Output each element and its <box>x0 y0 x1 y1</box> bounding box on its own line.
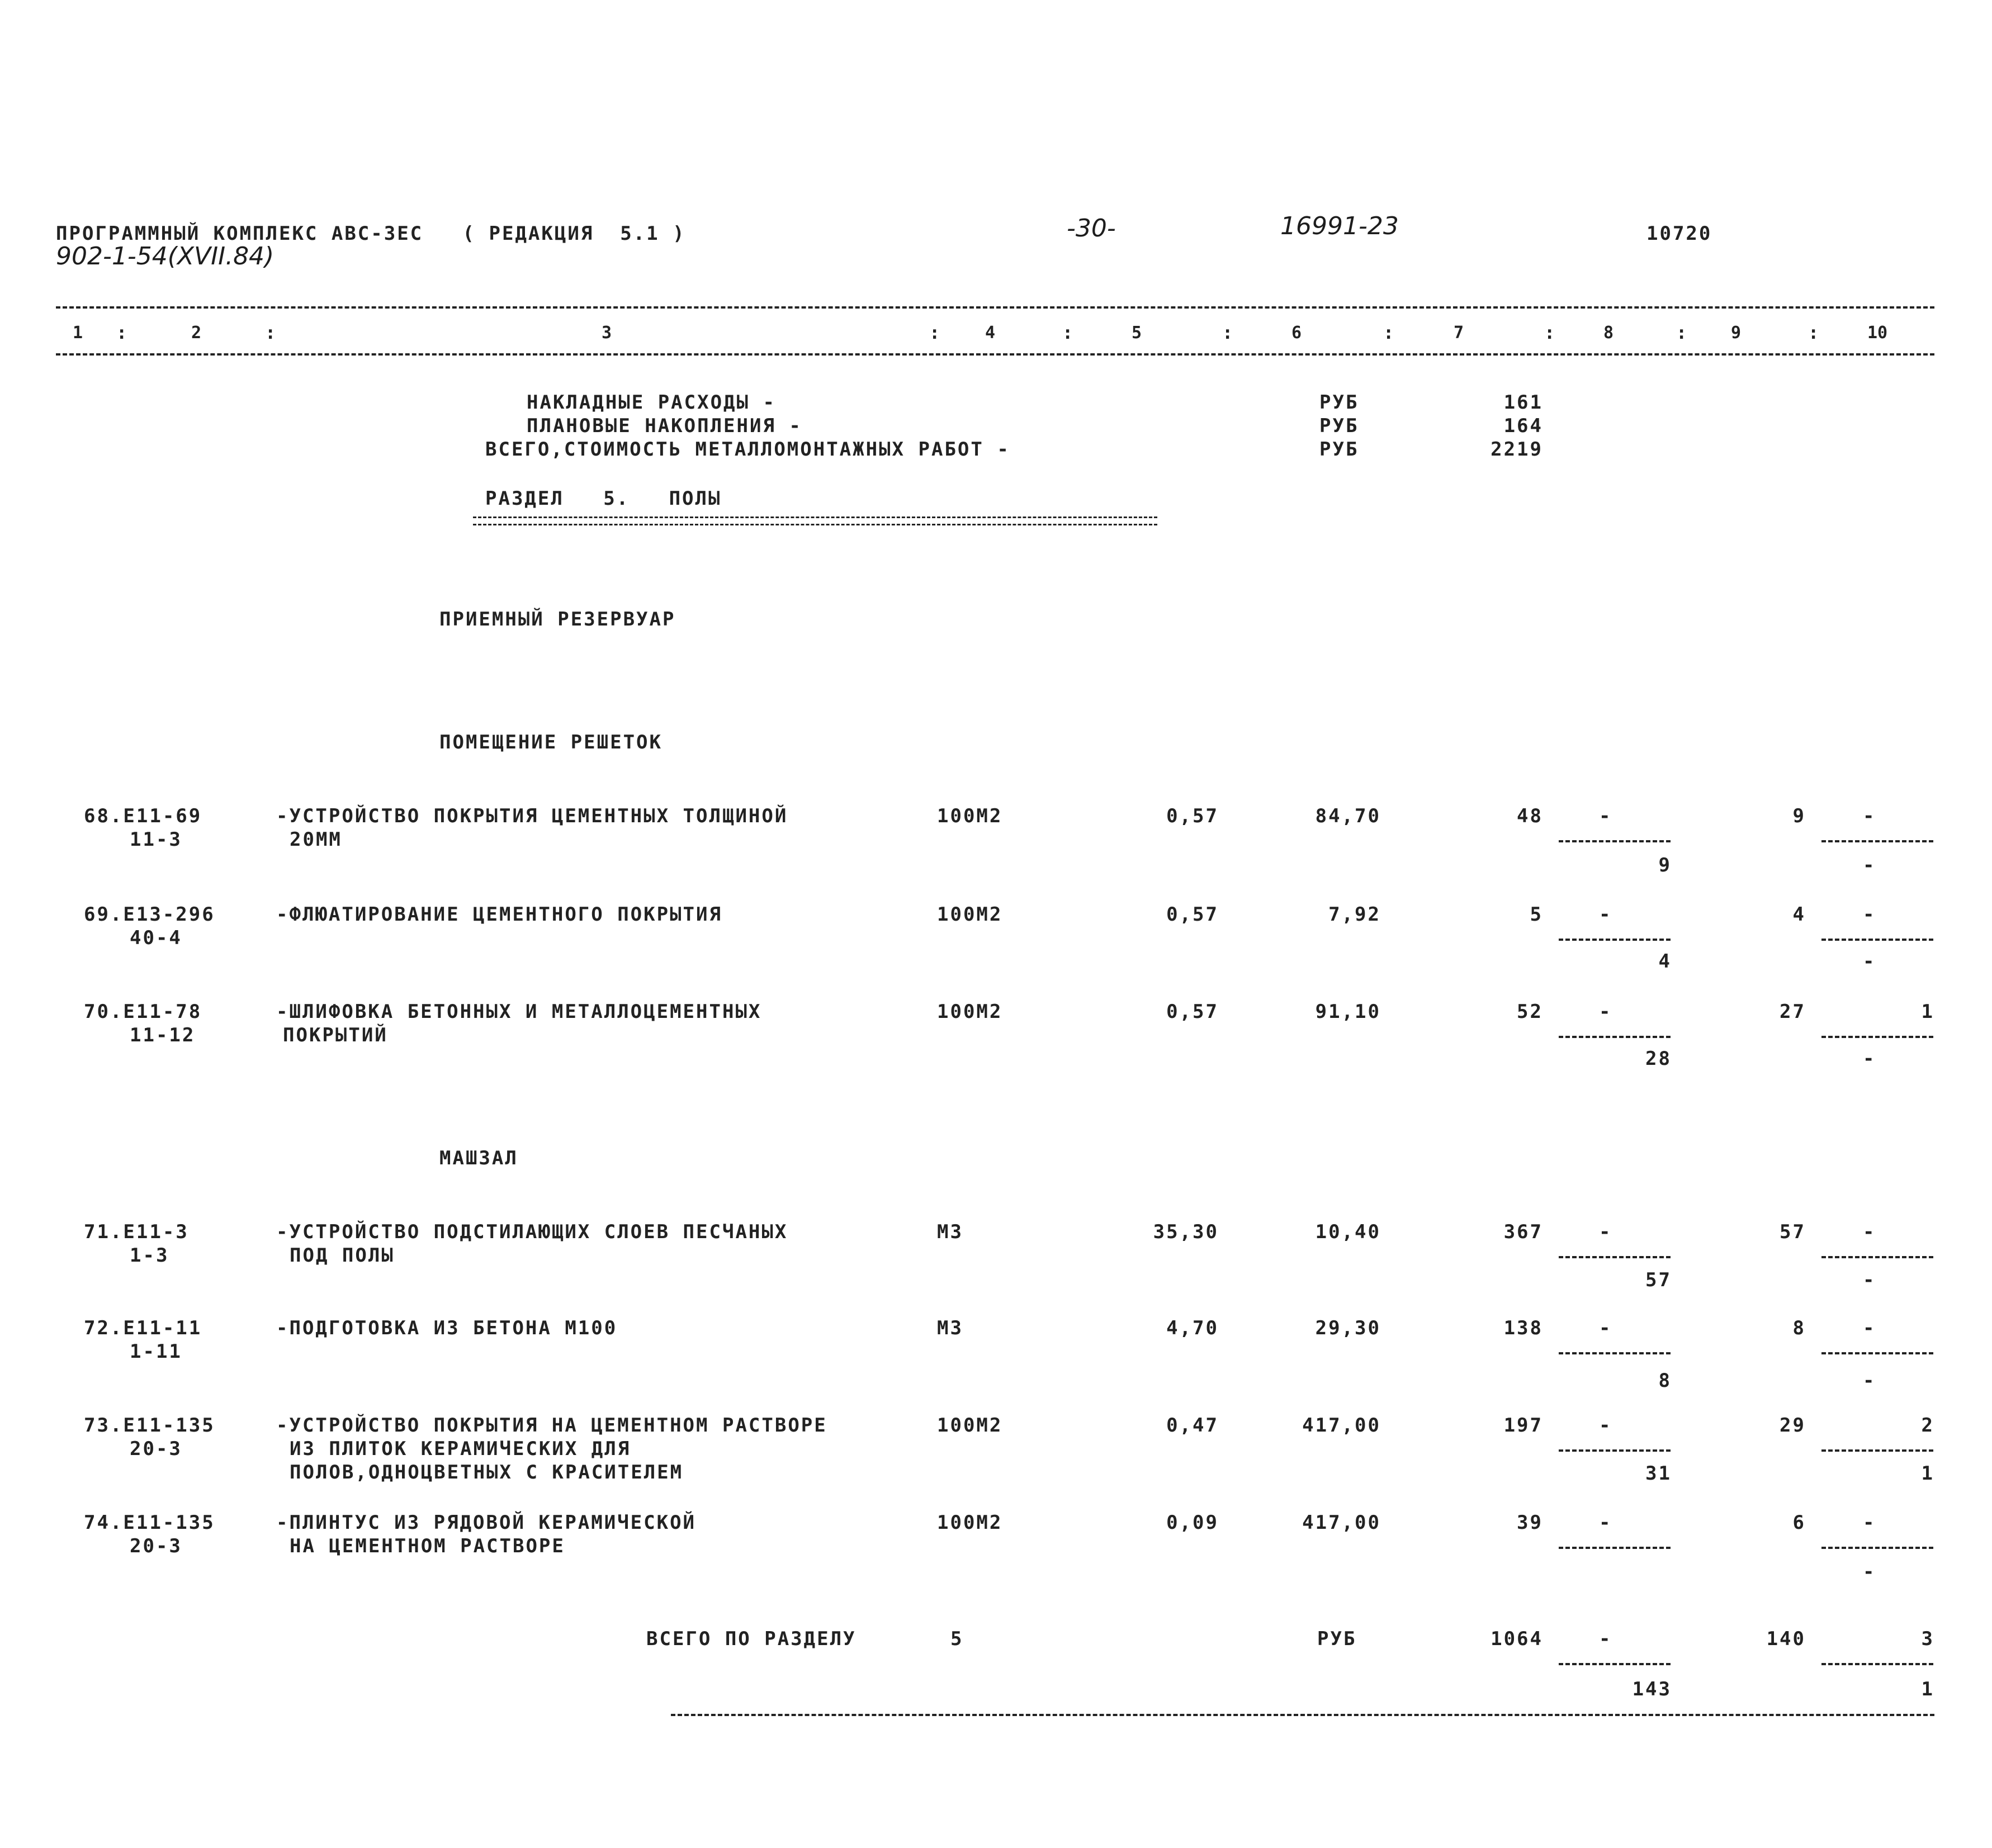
row-code: 68.Е11-69 <box>84 805 202 827</box>
row-desc-line: -ШЛИФОВКА БЕТОННЫХ И МЕТАЛЛОЦЕМЕНТНЫХ <box>276 1001 762 1023</box>
row-col10-bottom: - <box>1863 854 1876 876</box>
row-price: 29,30 <box>1315 1317 1381 1339</box>
group-grates-room: ПОМЕЩЕНИЕ РЕШЕТОК <box>439 731 663 754</box>
planned-value: 164 <box>1503 415 1543 437</box>
fraction-line <box>1821 939 1933 941</box>
row-total: 367 <box>1503 1221 1543 1243</box>
row-col10-bottom: - <box>1863 1048 1876 1070</box>
row-desc-line: 20ММ <box>290 828 342 851</box>
row-qty: 0,09 <box>1166 1511 1219 1534</box>
row-col9: 9 <box>1792 805 1806 827</box>
row-price: 7,92 <box>1328 903 1381 926</box>
row-price: 10,40 <box>1315 1221 1381 1243</box>
row-col10-bottom: 1 <box>1921 1462 1934 1485</box>
fraction-line <box>1821 1663 1933 1665</box>
row-total: 5 <box>1530 903 1543 926</box>
col-header-2: 2 <box>191 323 202 343</box>
overhead-value: 161 <box>1503 391 1543 414</box>
row-subcode: 40-4 <box>130 927 182 949</box>
row-col9: 8 <box>1792 1317 1806 1339</box>
row-code: 73.Е11-135 <box>84 1414 215 1437</box>
row-col8-top: - <box>1599 805 1612 827</box>
fraction-line <box>1559 939 1671 941</box>
total-value: 2219 <box>1491 438 1543 461</box>
row-qty: 0,47 <box>1166 1414 1219 1437</box>
page-number: -30- <box>1067 214 1116 243</box>
row-price: 84,70 <box>1315 805 1381 827</box>
col-separator: : <box>265 322 276 343</box>
row-col9: 57 <box>1780 1221 1806 1243</box>
row-col8-bottom: 57 <box>1645 1269 1672 1291</box>
row-total: 48 <box>1517 805 1543 827</box>
row-desc-line: -ПЛИНТУС ИЗ РЯДОВОЙ КЕРАМИЧЕСКОЙ <box>276 1511 697 1534</box>
row-total: 39 <box>1517 1511 1543 1534</box>
fraction-line <box>1559 1663 1671 1665</box>
row-col10-bottom: - <box>1863 1269 1876 1291</box>
row-desc-line: ПОЛОВ,ОДНОЦВЕТНЫХ С КРАСИТЕЛЕМ <box>290 1461 684 1484</box>
row-qty: 0,57 <box>1166 903 1219 926</box>
fraction-line <box>1821 1547 1933 1549</box>
row-qty: 0,57 <box>1166 805 1219 827</box>
row-unit: 100М2 <box>937 1511 1003 1534</box>
row-col8-bottom: 4 <box>1658 950 1672 973</box>
fraction-line <box>1559 1547 1671 1549</box>
col-header-1: 1 <box>73 323 83 343</box>
header-top-rule <box>56 306 1934 309</box>
row-desc-line: -УСТРОЙСТВО ПОКРЫТИЯ ЦЕМЕНТНЫХ ТОЛЩИНОЙ <box>276 805 788 827</box>
program-title: ПРОГРАММНЫЙ КОМПЛЕКС АВС-ЗЕС ( РЕДАКЦИЯ 5.1 ) <box>56 222 686 245</box>
row-col8-top: - <box>1599 903 1612 926</box>
document-number: 16991-23 <box>1280 212 1399 240</box>
col-header-9: 9 <box>1731 323 1742 343</box>
col-separator: : <box>1383 322 1394 343</box>
row-unit: М3 <box>937 1317 963 1339</box>
row-col9: 6 <box>1792 1511 1806 1534</box>
row-desc-line: -УСТРОЙСТВО ПОКРЫТИЯ НА ЦЕМЕНТНОМ РАСТВОРЕ <box>276 1414 827 1437</box>
row-col10-top: - <box>1863 1221 1876 1243</box>
total-label: ВСЕГО,СТОИМОСТЬ МЕТАЛЛОМОНТАЖНЫХ РАБОТ - <box>485 438 1010 461</box>
col-separator: : <box>1808 322 1819 343</box>
total-unit: РУБ <box>1319 438 1359 461</box>
row-col8-top: - <box>1599 1317 1612 1339</box>
row-col10-top: - <box>1863 805 1876 827</box>
row-desc-line: ПОКРЫТИЙ <box>283 1024 388 1046</box>
fraction-line <box>1821 1352 1933 1354</box>
row-col10-bottom: - <box>1863 950 1876 973</box>
row-unit: М3 <box>937 1221 963 1243</box>
header-bottom-rule <box>56 353 1934 356</box>
row-price: 417,00 <box>1302 1511 1381 1534</box>
section-total-label: ВСЕГО ПО РАЗДЕЛУ <box>646 1628 857 1650</box>
row-desc-line: -УСТРОЙСТВО ПОДСТИЛАЮЩИХ СЛОЕВ ПЕСЧАНЫХ <box>276 1221 788 1243</box>
row-total: 197 <box>1503 1414 1543 1437</box>
col-header-5: 5 <box>1132 323 1142 343</box>
fraction-line <box>1559 1352 1671 1354</box>
row-col8-top: - <box>1599 1511 1612 1534</box>
row-subcode: 11-3 <box>130 828 182 851</box>
fraction-line <box>1821 1256 1933 1258</box>
col-separator: : <box>1222 322 1233 343</box>
fraction-line <box>1559 1256 1671 1258</box>
fraction-line <box>1821 1036 1933 1038</box>
section-title: РАЗДЕЛ 5. ПОЛЫ <box>485 487 722 510</box>
section-total-col10-bottom: 1 <box>1921 1678 1934 1700</box>
row-qty: 4,70 <box>1166 1317 1219 1339</box>
row-col10-top: - <box>1863 1317 1876 1339</box>
section-underline <box>473 517 1157 525</box>
col-header-7: 7 <box>1454 323 1464 343</box>
col-separator: : <box>1676 322 1687 343</box>
planned-unit: РУБ <box>1319 415 1359 437</box>
fraction-line <box>1821 1449 1933 1452</box>
row-qty: 35,30 <box>1153 1221 1219 1243</box>
row-col8-top: - <box>1599 1414 1612 1437</box>
row-subcode: 1-3 <box>130 1244 169 1267</box>
row-code: 69.Е13-296 <box>84 903 215 926</box>
col-header-8: 8 <box>1603 323 1614 343</box>
section-total-number: 5 <box>950 1628 964 1650</box>
row-price: 417,00 <box>1302 1414 1381 1437</box>
row-subcode: 20-3 <box>130 1535 182 1557</box>
group-machine-hall: МАШЗАЛ <box>439 1147 518 1169</box>
row-col8-bottom: 28 <box>1645 1048 1672 1070</box>
section-total-unit: РУБ <box>1317 1628 1357 1650</box>
row-col8-top: - <box>1599 1221 1612 1243</box>
section-total-col9: 140 <box>1766 1628 1806 1650</box>
row-unit: 100М2 <box>937 903 1003 926</box>
row-col9: 27 <box>1780 1001 1806 1023</box>
row-price: 91,10 <box>1315 1001 1381 1023</box>
row-col8-top: - <box>1599 1001 1612 1023</box>
row-total: 52 <box>1517 1001 1543 1023</box>
row-col8-bottom: 9 <box>1658 854 1672 876</box>
footer-rule <box>671 1714 1934 1716</box>
row-col8-bottom: 8 <box>1658 1370 1672 1392</box>
row-col10-top: 1 <box>1921 1001 1934 1023</box>
row-subcode: 20-3 <box>130 1438 182 1460</box>
row-desc-line: ПОД ПОЛЫ <box>290 1244 395 1267</box>
section-total-col8-bottom: 143 <box>1632 1678 1672 1700</box>
overhead-unit: РУБ <box>1319 391 1359 414</box>
col-header-10: 10 <box>1867 323 1888 343</box>
overhead-label: НАКЛАДНЫЕ РАСХОДЫ - <box>527 391 776 414</box>
row-subcode: 11-12 <box>130 1024 196 1046</box>
row-desc-line: -ФЛЮАТИРОВАНИЕ ЦЕМЕНТНОГО ПОКРЫТИЯ <box>276 903 722 926</box>
row-code: 70.Е11-78 <box>84 1001 202 1023</box>
row-col10-top: - <box>1863 1511 1876 1534</box>
col-separator: : <box>1062 322 1073 343</box>
row-unit: 100М2 <box>937 805 1003 827</box>
col-header-6: 6 <box>1291 323 1302 343</box>
row-desc-line: НА ЦЕМЕНТНОМ РАСТВОРЕ <box>290 1535 565 1557</box>
row-desc-line: ИЗ ПЛИТОК КЕРАМИЧЕСКИХ ДЛЯ <box>290 1438 631 1460</box>
row-total: 138 <box>1503 1317 1543 1339</box>
section-total-value: 1064 <box>1491 1628 1543 1650</box>
col-header-4: 4 <box>985 323 996 343</box>
row-code: 72.Е11-11 <box>84 1317 202 1339</box>
fraction-line <box>1559 1449 1671 1452</box>
col-header-3: 3 <box>602 323 612 343</box>
row-col10-bottom: - <box>1863 1561 1876 1583</box>
row-unit: 100М2 <box>937 1001 1003 1023</box>
row-col10-bottom: - <box>1863 1370 1876 1392</box>
row-col10-top: 2 <box>1921 1414 1934 1437</box>
row-subcode: 1-11 <box>130 1340 182 1363</box>
row-qty: 0,57 <box>1166 1001 1219 1023</box>
col-separator: : <box>1544 322 1555 343</box>
col-separator: : <box>116 322 127 343</box>
row-unit: 100М2 <box>937 1414 1003 1437</box>
project-code: 902-1-54(XVII.84) <box>56 242 275 271</box>
sheet-id: 10720 <box>1646 222 1712 245</box>
col-separator: : <box>929 322 940 343</box>
section-total-col10-top: 3 <box>1921 1628 1934 1650</box>
fraction-line <box>1821 840 1933 842</box>
row-code: 71.Е11-3 <box>84 1221 189 1243</box>
row-col9: 29 <box>1780 1414 1806 1437</box>
row-code: 74.Е11-135 <box>84 1511 215 1534</box>
row-col10-top: - <box>1863 903 1876 926</box>
section-total-col8-top: - <box>1599 1628 1612 1650</box>
planned-label: ПЛАНОВЫЕ НАКОПЛЕНИЯ - <box>527 415 802 437</box>
row-desc-line: -ПОДГОТОВКА ИЗ БЕТОНА М100 <box>276 1317 618 1339</box>
row-col8-bottom: 31 <box>1645 1462 1672 1485</box>
fraction-line <box>1559 840 1671 842</box>
group-reservoir: ПРИЕМНЫЙ РЕЗЕРВУАР <box>439 608 676 631</box>
row-col9: 4 <box>1792 903 1806 926</box>
fraction-line <box>1559 1036 1671 1038</box>
